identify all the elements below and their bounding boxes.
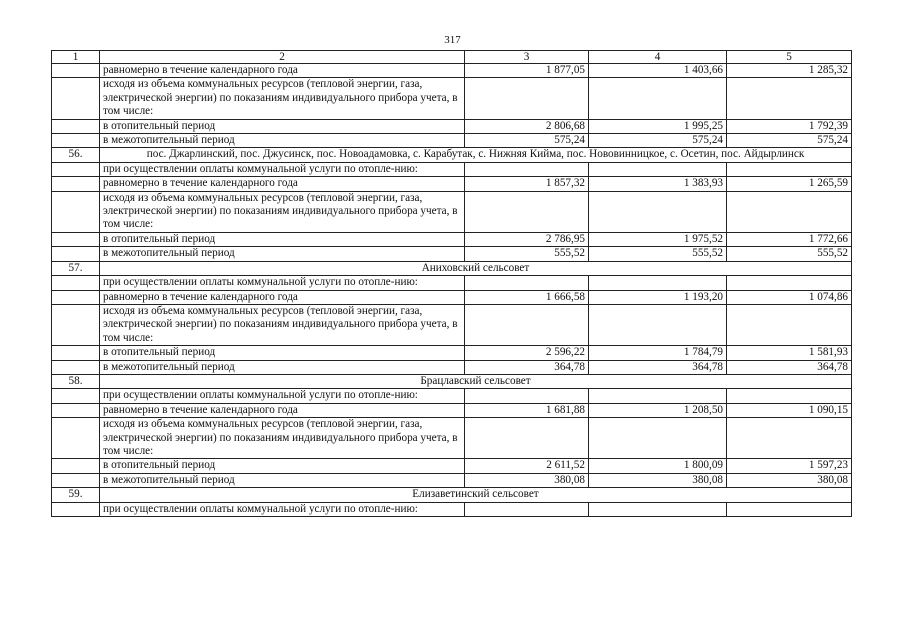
row-number — [52, 247, 100, 261]
section-title: Елизаветинский сельсовет — [100, 488, 852, 502]
row-number — [52, 162, 100, 176]
value-col-4: 1 193,20 — [589, 290, 727, 304]
table-row — [52, 502, 852, 516]
column-header: 4 — [589, 51, 727, 64]
value-col-5: 380,08 — [727, 473, 852, 487]
value-col-5: 364,78 — [727, 360, 852, 374]
value-col-5: 575,24 — [727, 134, 852, 148]
row-number — [52, 473, 100, 487]
row-number — [52, 403, 100, 417]
value-col-4: 1 784,79 — [589, 346, 727, 360]
row-label: в межотопительный период — [100, 134, 465, 148]
value-col-3: 364,78 — [465, 360, 589, 374]
section-title: Брацлавский сельсовет — [100, 374, 852, 388]
value-col-5 — [727, 418, 852, 459]
value-col-5 — [727, 78, 852, 119]
value-col-5 — [727, 162, 852, 176]
section-row — [52, 374, 852, 388]
value-col-3: 575,24 — [465, 134, 589, 148]
row-label: равномерно в течение календарного года — [100, 403, 465, 417]
row-label: равномерно в течение календарного года — [100, 64, 465, 78]
value-col-3: 555,52 — [465, 247, 589, 261]
column-header: 2 — [100, 51, 465, 64]
value-col-5: 1 792,39 — [727, 119, 852, 133]
value-col-3: 2 611,52 — [465, 459, 589, 473]
value-col-3 — [465, 78, 589, 119]
value-col-5: 1 597,23 — [727, 459, 852, 473]
table-row — [52, 346, 852, 360]
row-number — [52, 119, 100, 133]
value-col-5: 1 772,66 — [727, 232, 852, 246]
row-number — [52, 502, 100, 516]
table-row — [52, 276, 852, 290]
value-col-5: 1 074,86 — [727, 290, 852, 304]
value-col-4 — [589, 418, 727, 459]
row-number — [52, 418, 100, 459]
value-col-5 — [727, 276, 852, 290]
value-col-5 — [727, 389, 852, 403]
table-row — [52, 304, 852, 345]
value-col-5: 1 285,32 — [727, 64, 852, 78]
section-row — [52, 488, 852, 502]
value-col-4: 1 403,66 — [589, 64, 727, 78]
value-col-4 — [589, 389, 727, 403]
row-label: равномерно в течение календарного года — [100, 290, 465, 304]
value-col-3: 1 877,05 — [465, 64, 589, 78]
value-col-3 — [465, 162, 589, 176]
value-col-4 — [589, 191, 727, 232]
value-col-4: 1 383,93 — [589, 177, 727, 191]
table-row — [52, 119, 852, 133]
row-label: равномерно в течение календарного года — [100, 177, 465, 191]
row-label: при осуществлении оплаты коммунальной услуги по отопле-нию: — [100, 389, 465, 403]
tariff-table — [51, 50, 852, 517]
row-label: в отопительный период — [100, 459, 465, 473]
value-col-5 — [727, 191, 852, 232]
row-label: при осуществлении оплаты коммунальной услуги по отопле-нию: — [100, 502, 465, 516]
row-label: в межотопительный период — [100, 473, 465, 487]
value-col-3 — [465, 418, 589, 459]
row-label: в межотопительный период — [100, 247, 465, 261]
row-number — [52, 276, 100, 290]
table-row — [52, 247, 852, 261]
row-number — [52, 389, 100, 403]
row-label: при осуществлении оплаты коммунальной услуги по отопле-нию: — [100, 162, 465, 176]
value-col-4 — [589, 304, 727, 345]
row-number — [52, 191, 100, 232]
column-header: 1 — [52, 51, 100, 64]
value-col-4: 1 995,25 — [589, 119, 727, 133]
value-col-5 — [727, 304, 852, 345]
table-row — [52, 403, 852, 417]
value-col-4: 1 800,09 — [589, 459, 727, 473]
row-number — [52, 346, 100, 360]
value-col-3 — [465, 304, 589, 345]
row-label: в отопительный период — [100, 232, 465, 246]
row-label: исходя из объема коммунальных ресурсов (тепловой энергии, газа, электрической энергии) по показаниям индивидуального прибора учета, в том числе: — [100, 418, 465, 459]
column-number-header-row — [52, 51, 852, 64]
section-title: Аниховский сельсовет — [100, 261, 852, 275]
value-col-4 — [589, 162, 727, 176]
table-row — [52, 473, 852, 487]
row-label: в отопительный период — [100, 346, 465, 360]
row-label: исходя из объема коммунальных ресурсов (тепловой энергии, газа, электрической энергии) по показаниям индивидуального прибора учета, в том числе: — [100, 304, 465, 345]
table-row — [52, 64, 852, 78]
value-col-5 — [727, 502, 852, 516]
section-number: 58. — [52, 374, 100, 388]
table-row — [52, 418, 852, 459]
table-row — [52, 177, 852, 191]
value-col-4: 1 208,50 — [589, 403, 727, 417]
table-row — [52, 162, 852, 176]
row-label: исходя из объема коммунальных ресурсов (тепловой энергии, газа, электрической энергии) по показаниям индивидуального прибора учета, в том числе: — [100, 191, 465, 232]
row-label: исходя из объема коммунальных ресурсов (тепловой энергии, газа, электрической энергии) по показаниям индивидуального прибора учета, в том числе: — [100, 78, 465, 119]
value-col-5: 1 581,93 — [727, 346, 852, 360]
value-col-3: 1 681,88 — [465, 403, 589, 417]
value-col-4 — [589, 78, 727, 119]
table-row — [52, 459, 852, 473]
row-number — [52, 64, 100, 78]
value-col-5: 1 090,15 — [727, 403, 852, 417]
row-label: в отопительный период — [100, 119, 465, 133]
section-number: 59. — [52, 488, 100, 502]
table-row — [52, 360, 852, 374]
row-number — [52, 78, 100, 119]
table-row — [52, 290, 852, 304]
value-col-3: 2 596,22 — [465, 346, 589, 360]
section-row — [52, 148, 852, 162]
value-col-3: 1 666,58 — [465, 290, 589, 304]
row-number — [52, 459, 100, 473]
table-row — [52, 232, 852, 246]
value-col-4: 380,08 — [589, 473, 727, 487]
table-row — [52, 191, 852, 232]
value-col-3: 1 857,32 — [465, 177, 589, 191]
value-col-4 — [589, 502, 727, 516]
column-header: 3 — [465, 51, 589, 64]
value-col-3: 2 806,68 — [465, 119, 589, 133]
row-number — [52, 304, 100, 345]
row-number — [52, 134, 100, 148]
row-number — [52, 177, 100, 191]
page-number: 317 — [444, 34, 461, 46]
value-col-4: 575,24 — [589, 134, 727, 148]
value-col-3 — [465, 191, 589, 232]
value-col-3: 380,08 — [465, 473, 589, 487]
section-number: 57. — [52, 261, 100, 275]
row-number — [52, 232, 100, 246]
value-col-3: 2 786,95 — [465, 232, 589, 246]
value-col-3 — [465, 502, 589, 516]
value-col-3 — [465, 276, 589, 290]
row-label: в межотопительный период — [100, 360, 465, 374]
table-row — [52, 78, 852, 119]
value-col-5: 555,52 — [727, 247, 852, 261]
value-col-4: 1 975,52 — [589, 232, 727, 246]
table-row — [52, 134, 852, 148]
row-number — [52, 290, 100, 304]
row-label: при осуществлении оплаты коммунальной услуги по отопле-нию: — [100, 276, 465, 290]
value-col-4 — [589, 276, 727, 290]
column-header: 5 — [727, 51, 852, 64]
value-col-5: 1 265,59 — [727, 177, 852, 191]
section-title: пос. Джарлинский, пос. Джусинск, пос. Новоадамовка, с. Карабутак, с. Нижняя Кийма, пос. Нововинницкое, с. Осетин, пос. Айдырлинск — [100, 148, 852, 162]
section-row — [52, 261, 852, 275]
table-row — [52, 389, 852, 403]
value-col-3 — [465, 389, 589, 403]
value-col-4: 364,78 — [589, 360, 727, 374]
section-number: 56. — [52, 148, 100, 162]
value-col-4: 555,52 — [589, 247, 727, 261]
row-number — [52, 360, 100, 374]
